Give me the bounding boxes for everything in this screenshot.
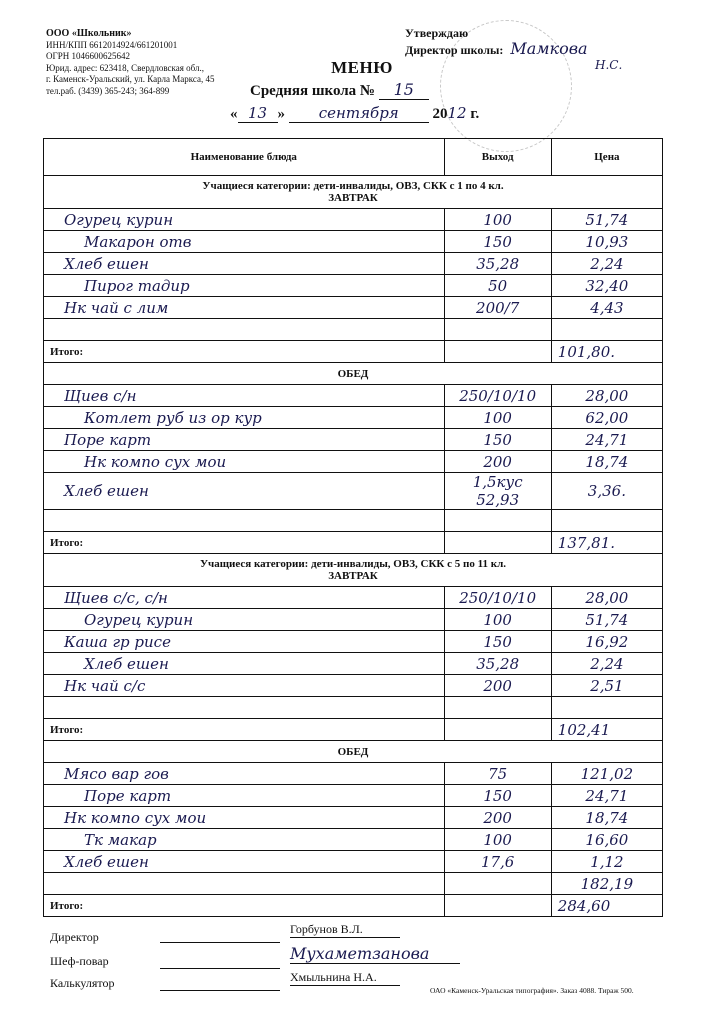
table-row <box>44 785 663 807</box>
dish-price: 121,02 <box>551 763 662 785</box>
dish-name: Нк компо сух мои <box>44 807 445 829</box>
dish-price: 1,12 <box>551 851 662 873</box>
dish-output: 250/10/10 <box>444 385 551 407</box>
director-initials: Н.С. <box>595 58 623 72</box>
dish-output: 200 <box>444 675 551 697</box>
table-row <box>44 587 663 609</box>
table-row <box>44 209 663 231</box>
chef-sign-label: Шеф-повар <box>50 954 109 968</box>
school-label: Средняя школа № <box>250 83 375 99</box>
org-ogrn: ОГРН 1046600625642 <box>46 51 130 61</box>
dish-output: 100 <box>444 209 551 231</box>
calc-sign-label: Калькулятор <box>50 976 115 990</box>
table-row <box>44 851 663 873</box>
s1-lunch-total-row <box>44 532 663 554</box>
table-row <box>44 297 663 319</box>
dish-price: 24,71 <box>551 429 662 451</box>
dish-name: Огурец курин <box>44 609 445 631</box>
s1-lunch-total: 137,81. <box>551 532 662 554</box>
school-number: 15 <box>379 80 429 100</box>
chef-sign-line <box>160 962 280 969</box>
dish-name: Хлеб ешен <box>44 473 445 510</box>
table-row <box>44 675 663 697</box>
date-month: сентября <box>289 104 429 123</box>
dish-output: 100 <box>444 609 551 631</box>
dish-output: 150 <box>444 231 551 253</box>
table-row <box>44 807 663 829</box>
director-name: Горбунов В.Л. <box>290 922 400 938</box>
dish-output: 150 <box>444 429 551 451</box>
table-row <box>44 653 663 675</box>
dish-price: 18,74 <box>551 451 662 473</box>
table-row <box>44 473 663 510</box>
dish-name: Хлеб ешен <box>44 851 445 873</box>
table-row <box>44 407 663 429</box>
date-day: 13 <box>238 104 278 123</box>
dish-output: 250/10/10 <box>444 587 551 609</box>
header-name: Наименование блюда <box>44 139 445 176</box>
table-row <box>44 631 663 653</box>
table-row <box>44 763 663 785</box>
dish-name: Нк чай с лим <box>44 297 445 319</box>
s2-lunch-total-row <box>44 895 663 917</box>
dish-name <box>44 873 445 895</box>
dish-name: Щиев с/с, с/н <box>44 587 445 609</box>
dish-name: Нк чай с/с <box>44 675 445 697</box>
director-sign-label: Директор <box>50 930 99 944</box>
dish-price: 2,51 <box>551 675 662 697</box>
s2-lunch-total: 284,60 <box>551 895 662 917</box>
date-line: « 13 » сентября 2012 г. <box>230 104 480 122</box>
school-line <box>250 80 429 100</box>
dish-price: 3,36. <box>551 473 662 510</box>
dish-name: Щиев с/н <box>44 385 445 407</box>
dish-output: 17,6 <box>444 851 551 873</box>
dish-output: 200 <box>444 807 551 829</box>
dish-output: 200 <box>444 451 551 473</box>
dish-name: Огурец курин <box>44 209 445 231</box>
org-address-1: Юрид. адрес: 623418, Свердловская обл., <box>46 62 204 73</box>
dish-price: 10,93 <box>551 231 662 253</box>
s1-lunch-label: ОБЕД <box>44 363 663 385</box>
s2-breakfast-total: 102,41 <box>551 719 662 741</box>
header-output: Выход <box>444 139 551 176</box>
section-1-breakfast-label: ЗАВТРАК <box>328 192 378 204</box>
dish-price: 32,40 <box>551 275 662 297</box>
dish-name: Нк компо сух мои <box>44 451 445 473</box>
s2-breakfast-total-row <box>44 719 663 741</box>
table-row <box>44 275 663 297</box>
table-row <box>44 429 663 451</box>
director-signature: Мамкова <box>510 39 588 58</box>
table-row <box>44 873 663 895</box>
org-name: ООО «Школьник» <box>46 28 132 39</box>
section-1-header <box>44 176 663 209</box>
dish-name: Хлеб ешен <box>44 253 445 275</box>
director-sign-line <box>160 936 280 943</box>
chef-name: Мухаметзанова <box>290 944 460 964</box>
dish-price: 24,71 <box>551 785 662 807</box>
menu-table <box>43 138 663 917</box>
section-2-category: Учащиеся категории: дети-инвалиды, ОВЗ, СКК с 5 по 11 кл. <box>199 558 507 570</box>
dish-price: 2,24 <box>551 253 662 275</box>
dish-price: 18,74 <box>551 807 662 829</box>
dish-output: 150 <box>444 631 551 653</box>
table-row <box>44 609 663 631</box>
table-row <box>44 451 663 473</box>
section-2-breakfast-label: ЗАВТРАК <box>328 570 378 582</box>
dish-output: 75 <box>444 763 551 785</box>
total-label: Итого: <box>44 341 445 363</box>
dish-price: 51,74 <box>551 209 662 231</box>
dish-price: 2,24 <box>551 653 662 675</box>
table-row <box>44 231 663 253</box>
dish-name: Мясо вар гов <box>44 763 445 785</box>
dish-price: 182,19 <box>551 873 662 895</box>
dish-name: Тк макар <box>44 829 445 851</box>
total-label: Итого: <box>44 532 445 554</box>
director-school-label: Директор школы: <box>405 43 504 57</box>
dish-output: 35,28 <box>444 253 551 275</box>
dish-output: 100 <box>444 829 551 851</box>
dish-output: 150 <box>444 785 551 807</box>
dish-price: 62,00 <box>551 407 662 429</box>
dish-name: Поре карт <box>44 785 445 807</box>
calc-sign-line <box>160 984 280 991</box>
dish-output: 200/7 <box>444 297 551 319</box>
table-row <box>44 829 663 851</box>
dish-price: 51,74 <box>551 609 662 631</box>
calc-name: Хмыльнина Н.А. <box>290 970 400 986</box>
table-header-row <box>44 139 663 176</box>
total-label: Итого: <box>44 895 445 917</box>
dish-name: Макарон отв <box>44 231 445 253</box>
dish-name: Поре карт <box>44 429 445 451</box>
dish-output <box>444 873 551 895</box>
table-row <box>44 385 663 407</box>
s1-breakfast-total-row <box>44 341 663 363</box>
section-1-category: Учащиеся категории: дети-инвалиды, ОВЗ, СКК с 1 по 4 кл. <box>202 180 504 192</box>
dish-output: 1,5кус 52,93 <box>444 473 551 510</box>
date-year-g: г. <box>470 106 480 122</box>
dish-price: 28,00 <box>551 587 662 609</box>
dish-output: 35,28 <box>444 653 551 675</box>
dish-name: Пирог тадир <box>44 275 445 297</box>
dish-name: Котлет руб из ор кур <box>44 407 445 429</box>
printer-footer: ОАО «Каменск-Уральская типография». Заказ 4088. Тираж 500. <box>430 986 634 995</box>
s1-breakfast-total: 101,80. <box>551 341 662 363</box>
org-inn: ИНН/КПП 6612014924/661201001 <box>46 39 178 50</box>
total-label: Итого: <box>44 719 445 741</box>
dish-price: 28,00 <box>551 385 662 407</box>
dish-output: 50 <box>444 275 551 297</box>
org-phone: тел.раб. (3439) 365-243; 364-899 <box>46 85 170 96</box>
table-row <box>44 253 663 275</box>
date-year-suffix: 12 <box>447 104 467 122</box>
header-price: Цена <box>551 139 662 176</box>
date-year-prefix: 20 <box>432 106 448 122</box>
dish-name: Хлеб ешен <box>44 653 445 675</box>
dish-output: 100 <box>444 407 551 429</box>
page-title: МЕНЮ <box>331 58 393 77</box>
section-2-header <box>44 554 663 587</box>
dish-price: 4,43 <box>551 297 662 319</box>
org-address-2: г. Каменск-Уральский, ул. Карла Маркса, 45 <box>46 74 215 84</box>
dish-name: Каша гр рисе <box>44 631 445 653</box>
s2-lunch-label: ОБЕД <box>44 741 663 763</box>
dish-price: 16,60 <box>551 829 662 851</box>
approval-label: Утверждаю <box>405 26 469 40</box>
dish-price: 16,92 <box>551 631 662 653</box>
